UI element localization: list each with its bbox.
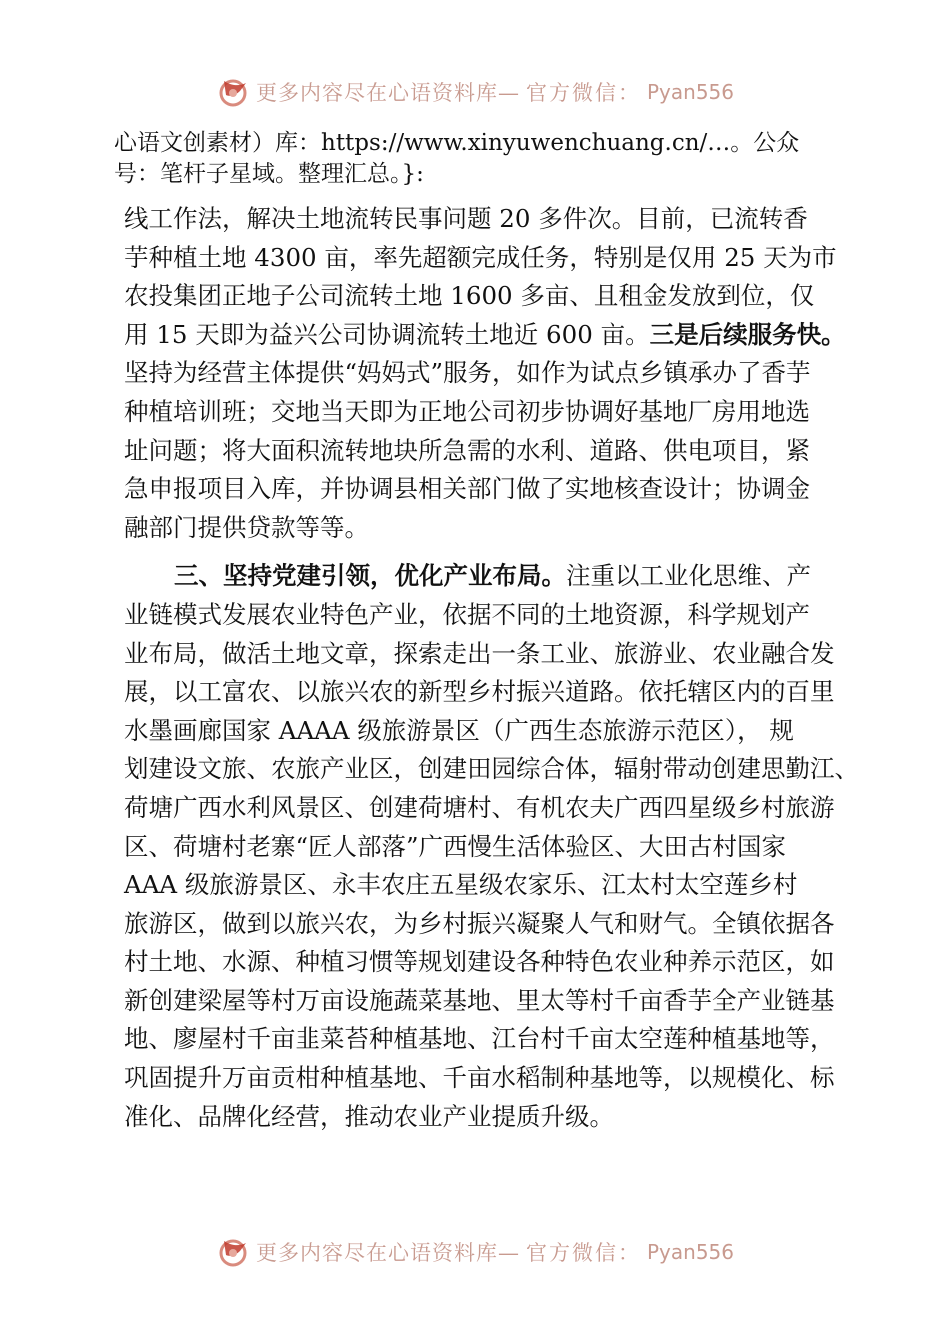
text-line: 线工作法，解决土地流转民事问题 20 多件次。目前，已流转香 — [124, 204, 808, 233]
text-line: 种植培训班；交地当天即为正地公司初步协调好基地厂房用地选 — [124, 396, 810, 426]
bold-run: 三是后续服务快。 — [649, 319, 846, 349]
text-line: 水墨画廊国家 AAAA 级旅游景区（广西生态旅游示范区）， 规 — [124, 715, 794, 745]
paragraph-1 — [124, 200, 864, 547]
source-note — [114, 128, 844, 190]
source-note-line: 心语文创素材）库：https://www.xinyuwenchuang.cn/…。公众 — [114, 130, 800, 156]
banner-wechat-label: 官方微信： — [525, 1241, 641, 1265]
text-line: 急申报项目入库，并协调县相关部门做了实地核查设计；协调金 — [124, 474, 810, 504]
text-line: 划建设文旅、农旅产业区，创建田园综合体，辐射带动创建思勤江、 — [124, 754, 859, 784]
banner-wechat-id: Pyan556 — [646, 80, 734, 104]
text-line: 村土地、水源、种植习惯等规划建设各种特色农业种养示范区，如 — [124, 947, 835, 977]
banner-slogan: 更多内容尽在心语资料库— — [255, 1241, 520, 1265]
text-line: 地、廖屋村千亩韭菜苔种植基地、江台村千亩太空莲种植基地等， — [124, 1024, 835, 1054]
paragraph-2 — [124, 557, 864, 1136]
brush-logo-icon — [216, 75, 250, 109]
text-line: 新创建梁屋等村万亩设施蔬菜基地、里太等村千亩香芋全产业链基 — [124, 985, 835, 1015]
banner-wechat-label: 官方微信： — [525, 81, 641, 105]
text-line: 旅游区，做到以旅兴农，为乡村振兴凝聚人气和财气。全镇依据各 — [124, 908, 835, 938]
text-line: 坚持为经营主体提供“妈妈式”服务，如作为试点乡镇承办了香芋 — [124, 358, 811, 388]
text-line: 巩固提升万亩贡柑种植基地、千亩水稻制种基地等，以规模化、标 — [124, 1063, 835, 1093]
text-run: 注重以工业化思维、产 — [566, 561, 811, 591]
document-body — [124, 200, 864, 1136]
source-note-line: 号：笔杆子星域。整理汇总。}: — [114, 161, 424, 187]
text-line: 业链模式发展农业特色产业，依据不同的土地资源，科学规划产 — [124, 599, 810, 629]
text-line — [124, 557, 864, 596]
text-line: 业布局，做活土地文章，探索走出一条工业、旅游业、农业融合发 — [124, 638, 835, 668]
section-heading: 三、坚持党建引领，优化产业布局。 — [174, 561, 566, 591]
brush-logo-icon — [216, 1235, 250, 1269]
text-line: 区、荷塘村老寨“匠人部落”广西慢生活体验区、大田古村国家 — [124, 831, 787, 861]
header-banner — [0, 72, 950, 112]
text-line: 准化、品牌化经营，推动农业产业提质升级。 — [124, 1101, 614, 1131]
text-line: 农投集团正地子公司流转土地 1600 多亩、且租金发放到位，仅 — [124, 281, 815, 311]
text-line: 芋种植土地 4300 亩，率先超额完成任务，特别是仅用 25 天为市 — [124, 242, 837, 272]
text-line: AAA 级旅游景区、永丰农庄五星级农家乐、江太村太空莲乡村 — [124, 870, 798, 900]
footer-banner — [0, 1232, 950, 1272]
text-line — [124, 316, 864, 355]
banner-wechat-id: Pyan556 — [646, 1240, 734, 1264]
text-line: 址问题；将大面积流转地块所急需的水利、道路、供电项目，紧 — [124, 435, 810, 465]
text-run: 用 15 天即为益兴公司协调流转土地近 600 亩。 — [124, 319, 650, 349]
text-line: 荷塘广西水利风景区、创建荷塘村、有机农夫广西四星级乡村旅游 — [124, 792, 835, 822]
text-line: 融部门提供贷款等等。 — [124, 512, 369, 542]
text-line: 展，以工富农、以旅兴农的新型乡村振兴道路。依托辖区内的百里 — [124, 677, 835, 707]
banner-slogan: 更多内容尽在心语资料库— — [255, 81, 520, 105]
